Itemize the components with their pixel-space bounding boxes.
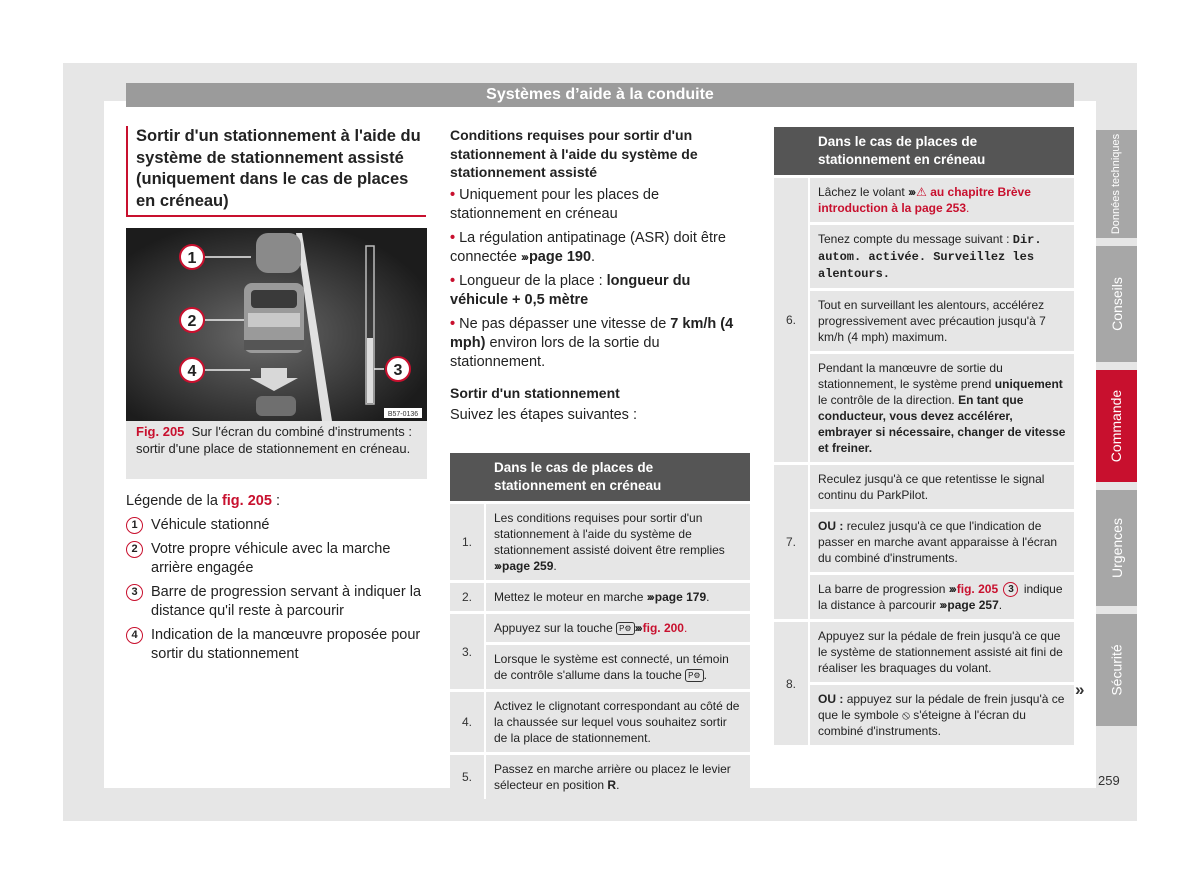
step-text: appuyez sur la pédale de frein jusqu'à ce que le symbole — [818, 692, 1065, 723]
step-cell: Lorsque le système est connecté, un témoin de contrôle s'allume dans la touche P⚙ . — [486, 645, 750, 689]
conditions-column — [450, 126, 750, 430]
step-text: Passez en marche arrière ou placez le levier sélecteur en position — [494, 762, 731, 792]
legend-intro — [126, 493, 280, 509]
legend-fig-link[interactable]: fig. 205 — [221, 493, 272, 509]
table-row — [774, 622, 1074, 682]
table-header-blank — [774, 127, 810, 175]
step-text: La barre de progression — [818, 582, 946, 596]
step-number: 3. — [450, 614, 486, 689]
condition-text: Ne pas dépasser une vitesse de — [459, 315, 667, 332]
legend-item — [126, 540, 426, 578]
condition-item: • Uniquement pour les places de stationnement en créneau — [450, 186, 660, 222]
legend-number: 4 — [126, 627, 143, 644]
step-cell: Les conditions requises pour sortir d'un stationnement à l'aide du système de stationnement assisté doivent être remplies ››› page 259. — [486, 504, 750, 580]
step-text: Pendant la manœuvre de sortie du stationnement, le système prend — [818, 361, 1003, 391]
step-text: Tenez compte du message suivant : — [818, 232, 1010, 246]
fig-ref-link[interactable]: fig. 205 — [956, 582, 999, 596]
condition-item: • Longueur de la place : longueur du véhicule + 0,5 mètre — [450, 272, 691, 308]
steps-table-2 — [774, 124, 1074, 748]
parked-vehicle-shape — [256, 233, 301, 273]
svg-text:1: 1 — [187, 250, 197, 267]
tab-donnees-techniques[interactable] — [1096, 130, 1137, 238]
condition-item: • Ne pas dépasser une vitesse de 7 km/h (4 mph) environ lors de la sortie du stationnement. — [450, 315, 734, 370]
legend-text: Indication de la manœuvre proposée pour sortir du stationnement — [151, 627, 421, 662]
step-cell — [810, 512, 1074, 572]
figure-caption — [126, 421, 427, 479]
step-number: 5. — [450, 755, 486, 799]
step-text: reculez jusqu'à ce que l'indication de passer en marche avant apparaisse à l'écran du combiné d'instruments. — [818, 519, 1058, 565]
table-row — [774, 291, 1074, 351]
legend-number: 3 — [126, 584, 143, 601]
figure-parking-display — [126, 228, 427, 421]
step-cell: La barre de progression ››› fig. 205 3 indique la distance à parcourir ››› page 257. — [810, 575, 1074, 619]
table-row — [450, 755, 750, 799]
warning-icon: ⚠ — [916, 185, 927, 199]
park-assist-key-icon: P⚙ — [616, 622, 635, 635]
callout-number: 3 — [1003, 582, 1018, 597]
step-text: Les conditions requises pour sortir d'un stationnement à l'aide du système de stationnement assisté doivent être remplies — [494, 511, 725, 557]
legend-item — [126, 516, 426, 535]
page-number: 259 — [1098, 773, 1120, 788]
fig-ref-link[interactable]: fig. 200 — [642, 621, 684, 635]
park-assist-symbol-icon: ⦸ — [902, 708, 910, 723]
table-row — [774, 465, 1074, 509]
step-bold: OU : — [818, 519, 844, 533]
tab-label: Données techniques — [1110, 133, 1123, 235]
tab-label: Sécurité — [1108, 644, 1125, 696]
step-text: indique la distance à parcourir — [818, 582, 1063, 613]
step-number: 2. — [450, 583, 486, 611]
step-number: 6. — [774, 178, 810, 462]
legend-item — [126, 583, 426, 621]
legend-number: 2 — [126, 541, 143, 558]
table-row — [774, 685, 1074, 745]
marker-4 — [180, 358, 204, 382]
display-message: Dir. autom. activée. Surveillez les alentours. — [818, 233, 1042, 281]
figure-code: B57-0136 — [387, 411, 419, 418]
step-bold: uniquement — [994, 377, 1063, 391]
section-title: Sortir d'un stationnement à l'aide du système de stationnement assisté (uniquement dans le cas de places en créneau) — [126, 126, 426, 217]
svg-text:3: 3 — [393, 362, 403, 379]
step-cell: Lâchez le volant ››› ⚠ au chapitre Brève introduction à la page 253. — [810, 178, 1074, 222]
step-number: 8. — [774, 622, 810, 745]
marker-1 — [180, 245, 204, 269]
table-row — [774, 575, 1074, 619]
tab-conseils[interactable] — [1096, 246, 1137, 362]
table-row — [450, 645, 750, 689]
marker-3 — [386, 357, 410, 381]
step-cell: Passez en marche arrière ou placez le levier sélecteur en position R. — [486, 755, 750, 799]
figure-caption-text: Sur l'écran du combiné d'instruments : sortir d'une place de stationnement en créneau. — [136, 424, 412, 456]
step-cell: Activez le clignotant correspondant au côté de la chaussée sur lequel vous souhaitez sortir de la place de stationnement. — [486, 692, 750, 752]
tab-label: Urgences — [1108, 518, 1125, 578]
table-row — [450, 583, 750, 611]
legend-number: 1 — [126, 517, 143, 534]
condition-bold: 7 km/h (4 mph) — [450, 315, 734, 351]
step-cell: Appuyez sur la pédale de frein jusqu'à ce que le système de stationnement assisté ait fini de réaliser les braquages du volant. — [810, 622, 1074, 682]
condition-bold: longueur du véhicule + 0,5 mètre — [450, 272, 691, 308]
condition-item: • La régulation antipatinage (ASR) doit être connectée ››› page 190. — [450, 229, 726, 265]
legend-colon: : — [271, 493, 280, 509]
tab-label: Commande — [1108, 389, 1125, 463]
gear-position: R — [607, 778, 617, 792]
legend-item — [126, 626, 426, 664]
continue-arrow-icon: » — [1075, 680, 1083, 699]
step-bold: En tant que conducteur, vous devez accélérer, embrayer si nécessaire, changer de vitesse et freiner. — [818, 393, 1066, 455]
conditions-title: Conditions requises pour sortir d'un stationnement à l'aide du système de stationnement assisté — [450, 127, 698, 180]
table-row — [774, 354, 1074, 462]
svg-text:4: 4 — [187, 363, 197, 380]
tab-securite[interactable] — [1096, 614, 1137, 726]
legend-intro-text: Légende de la — [126, 493, 218, 509]
table-row — [774, 178, 1074, 222]
chapter-header: Systèmes d’aide à la conduite — [126, 83, 1074, 107]
marker-2 — [180, 308, 204, 332]
table-row — [450, 692, 750, 752]
table-row — [774, 512, 1074, 572]
page-ref-link[interactable]: page 179 — [654, 590, 707, 604]
page-ref-link[interactable]: page 257 — [947, 598, 999, 613]
step-number: 1. — [450, 504, 486, 580]
steps-table-1 — [450, 450, 750, 802]
exit-intro: Suivez les étapes suivantes : — [450, 407, 637, 423]
step-text: Lorsque le système est connecté, un témoin de contrôle s'allume dans la touche — [494, 652, 729, 682]
step-cell: Reculez jusqu'à ce que retentisse le signal continu du ParkPilot. — [810, 465, 1074, 509]
tab-commande[interactable] — [1096, 370, 1137, 482]
step-text: s'éteigne à l'écran du combiné d'instruments. — [818, 708, 1026, 739]
step-text: le contrôle de la direction. — [818, 393, 955, 407]
table-header: Dans le cas de places de stationnement en créneau — [810, 127, 1074, 175]
page-ref-link[interactable]: page 190 — [528, 248, 592, 265]
step-text: Lâchez le volant — [818, 185, 905, 199]
step-cell — [810, 225, 1074, 288]
legend-text: Barre de progression servant à indiquer la distance qu'il reste à parcourir — [151, 584, 422, 619]
table-row — [450, 504, 750, 580]
step-cell: Tout en surveillant les alentours, accélérez progressivement avec précaution jusqu'à 7 km/h (4 mph) maximum. — [810, 291, 1074, 351]
condition-text: La régulation antipatinage (ASR) doit être connectée — [450, 229, 726, 265]
park-assist-key-icon: P⚙ — [685, 669, 704, 682]
progress-bar-fill — [367, 338, 373, 403]
tab-urgences[interactable] — [1096, 490, 1137, 606]
table-header: Dans le cas de places de stationnement en créneau — [486, 453, 750, 501]
condition-text: environ lors de la sortie du stationnement. — [450, 334, 660, 370]
legend-text: Votre propre véhicule avec la marche arrière engagée — [151, 541, 391, 576]
exit-title: Sortir d'un stationnement — [450, 384, 620, 401]
figure-ref: Fig. 205 — [136, 424, 185, 439]
svg-text:2: 2 — [187, 313, 197, 330]
step-cell: Appuyez sur la touche P⚙ ››› fig. 200. — [486, 614, 750, 642]
step-cell — [810, 354, 1074, 462]
step-cell: Mettez le moteur en marche ››› page 179. — [486, 583, 750, 611]
table-row — [774, 225, 1074, 288]
condition-text: Longueur de la place : — [459, 272, 603, 289]
step-number: 4. — [450, 692, 486, 752]
parking-illustration — [126, 228, 427, 421]
step-text: Mettez le moteur en marche — [494, 590, 644, 604]
legend-text: Véhicule stationné — [151, 517, 270, 533]
step-number: 7. — [774, 465, 810, 619]
step-bold: OU : — [818, 692, 844, 707]
legend-list — [126, 516, 426, 669]
condition-text: Uniquement pour les places de stationnement en créneau — [450, 186, 660, 222]
page-ref-link[interactable]: page 259 — [502, 559, 554, 573]
table-row — [450, 614, 750, 642]
tab-label: Conseils — [1108, 277, 1125, 331]
chapter-ref-link[interactable]: au chapitre Brève introduction à la page 253 — [818, 185, 1031, 215]
step-cell — [810, 685, 1074, 745]
step-text: Appuyez sur la touche — [494, 621, 613, 635]
table-header-blank — [450, 453, 486, 501]
